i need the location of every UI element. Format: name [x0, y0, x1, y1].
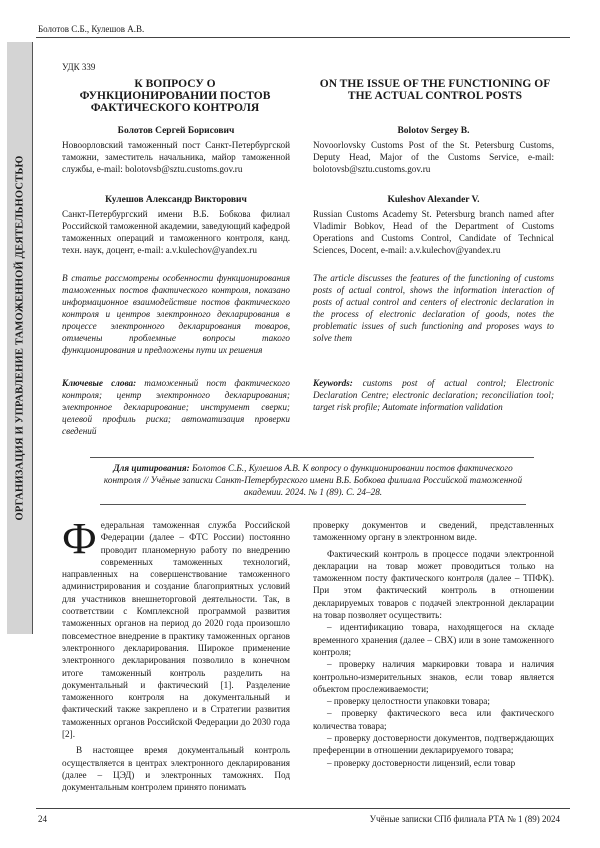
body-column-right — [313, 519, 554, 769]
abstract-english: The article discusses the features of the functioning of customs posts of actual control, shows the information interaction of posts of actual control and centers of electronic declaration in the process of electronic declaration of goods, notes the problematic issues of such functioning and proposes ways to solve them — [313, 273, 554, 343]
author-ru-1-name: Болотов Сергей Борисович — [117, 126, 235, 136]
list-item: – проверку наличия маркировки товара и наличия контрольно-измерительных знаков, если товар является объектом прослеживаемости; — [313, 659, 554, 694]
keywords-russian — [62, 377, 290, 437]
keywords-ru-text: таможенный пост фактического контроля; центр электронного декларирования; электронное декларирование; инструмент сверки; целевой профиль риска; автоматизация проверки сведений — [62, 378, 291, 436]
running-head: Болотов С.Б., Кулешов А.В. — [38, 24, 145, 34]
body-column-left — [62, 514, 290, 794]
top-rule — [36, 37, 570, 38]
citation-bottom-rule — [100, 504, 526, 505]
section-sidebar — [7, 42, 33, 634]
list-item: – проверку целостности упаковки товара; — [327, 696, 490, 707]
author-ru-2-affiliation: Санкт-Петербургский имени В.Б. Бобкова филиал Российской таможенной академии, заведующий кафедрой таможенных операций и таможенного контроля, канд. техн. наук, доцент, e-mail: a.v.kulechov@yandex.ru — [62, 209, 290, 255]
section-sidebar-label: ОРГАНИЗАЦИЯ И УПРАВЛЕНИЕ ТАМОЖЕННОЙ ДЕЯТЕЛЬНОСТЬЮ — [14, 155, 25, 521]
page-number: 24 — [38, 814, 47, 824]
citation-label: Для цитирования: — [113, 463, 190, 473]
list-item: – проверку достоверности лицензий, если товар — [327, 757, 516, 768]
body-paragraph: В настоящее время документальный контроль осуществляется в центрах электронного декларирования (далее – ЦЭД) и электронных таможнях. Под документальным контролем принято понимать — [62, 745, 290, 793]
udk-code: УДК 339 — [62, 62, 96, 72]
footer-journal-title: Учёные записки СПб филиала РТА № 1 (89) 2024 — [369, 814, 560, 824]
keywords-ru-label: Ключевые слова: — [62, 378, 137, 388]
citation-block — [100, 462, 526, 498]
footer-rule — [36, 808, 570, 809]
author-ru-2-name: Кулешов Александр Викторович — [105, 195, 247, 205]
author-en-1-affiliation: Novoorlovsky Customs Post of the St. Petersburg Customs, Deputy Head, Major of the Customs Service, e-mail: bolotovsb@sztu.customs.gov.ru — [313, 140, 554, 174]
drop-cap: Ф — [62, 514, 97, 563]
author-ru-1-affiliation: Новоорловский таможенный пост Санкт-Петербургской таможни, заместитель начальника, майор таможенной службы, e-mail: bolotovsb@sztu.customs.gov.ru — [62, 140, 290, 174]
body-paragraph: Фактический контроль в процессе подачи электронной декларации на товар может проводиться только на таможенном посту фактического контроля (далее – ТПФК). При этом фактический контроль в отношении декларируемых товаров с подачей электронной декларации на товар позволяет осуществить: — [313, 548, 554, 621]
list-item: – проверку фактического веса или фактического количества товара; — [313, 708, 554, 731]
abstract-russian: В статье рассмотрены особенности функционирования таможенных постов фактического контроля, показано информационное взаимодействие постов фактического контроля и центров электронного декларирования в процессе электронного декларирования товаров, отмечены проблемные вопросы такого функционирования и предложены пути их решения — [62, 273, 290, 355]
title-english: ON THE ISSUE OF THE FUNCTIONING OF THE ACTUAL CONTROL POSTS — [319, 78, 551, 102]
keywords-en-text: customs post of actual control; Electronic Declaration Centre; electronic declaration; reconciliation tool; target risk profile; Automate information validation — [313, 378, 554, 412]
author-en-1-name: Bolotov Sergey B. — [397, 126, 470, 136]
author-en-2-name: Kuleshov Alexander V. — [387, 195, 480, 205]
list-item: – проверку достоверности документов, подтверждающих преференции в отношении декларируемого товара; — [313, 733, 554, 756]
author-en-2-affiliation: Russian Customs Academy St. Petersburg branch named after Vladimir Bobkov, Head of the Department of Customs Operations and Customs Control, Candidate of Technical Sciences, Docent, e-mail: a.v.kulechov@yandex.ru — [313, 209, 554, 255]
title-russian: К ВОПРОСУ О ФУНКЦИОНИРОВАНИИ ПОСТОВ ФАКТИЧЕСКОГО КОНТРОЛЯ — [79, 78, 271, 114]
body-paragraph: проверку документов и сведений, представленных таможенному органу в электронном виде. — [313, 520, 554, 543]
keywords-en-label: Keywords: — [313, 378, 353, 388]
body-paragraph: Федеральная таможенная служба Российской Федерации (далее – ФТС России) постоянно проводит планомерную работу по внедрению современных таможенных технологий, направленных на совершенствование таможенного администрирования и создание благоприятных условий для участников внешнеторговой деятельности. Так, в соответствии с Комплексной программой развития таможенных органов на период до 2020 года произошло повсеместное внедрение в практику таможенных органов электронного декларирования. Широкое применение электронного декларирования позволило в конечном итоге таможенный контроль разделить на документальный и фактический [1]. Разделение таможенного контроля на документальный и фактический также закреплено и в Стратегии развития таможенных органов Российской Федерации до 2030 года [2]. — [62, 514, 290, 740]
citation-text: Болотов С.Б., Кулешов А.В. К вопросу о функционировании постов фактического контроля // Учёные записки Санкт-Петербургского имени В.Б. Бобкова филиала Российской таможенной академии. 2024. № 1 (89). С. 24–28. — [103, 463, 523, 497]
citation-top-rule — [90, 457, 534, 458]
keywords-english — [313, 377, 554, 413]
list-item: – идентификацию товара, находящегося на складе временного хранения (далее – СВХ) или в зоне таможенного контроля; — [313, 622, 554, 657]
